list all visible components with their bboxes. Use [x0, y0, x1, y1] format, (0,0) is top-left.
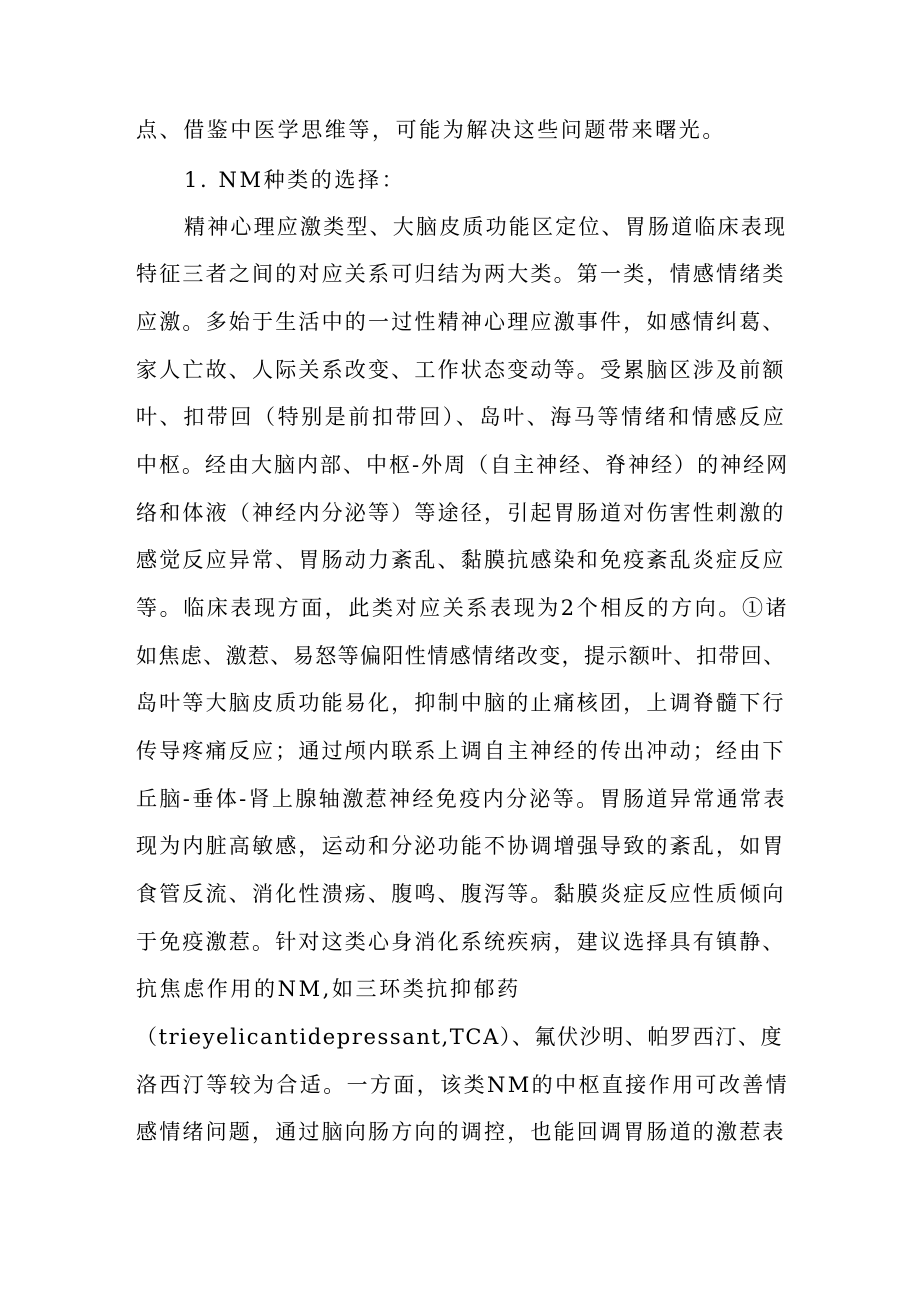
text-line-13: 岛叶等大脑皮质功能易化，抑制中脑的止痛核团，上调脊髓下行 — [136, 691, 786, 715]
text-line-15: 丘脑-垂体-肾上腺轴激惹神经免疫内分泌等。胃肠道异常通常表 — [136, 787, 787, 811]
text-line-4: 特征三者之间的对应关系可归结为两大类。第一类，情感情绪类 — [136, 262, 786, 286]
text-line-3: 精神心理应激类型、大脑皮质功能区定位、胃肠道临床表现 — [184, 215, 788, 239]
text-line-10: 感觉反应异常、胃肠动力紊乱、黏膜抗感染和免疫紊乱炎症反应 — [136, 548, 786, 572]
text-line-6: 家人亡故、人际关系改变、工作状态变动等。受累脑区涉及前额 — [136, 358, 786, 382]
text-line-18: 于免疫激惹。针对这类心身消化系统疾病，建议选择具有镇静、 — [136, 930, 786, 954]
text-line-7: 叶、扣带回（特别是前扣带回）、岛叶、海马等情绪和情感反应 — [136, 405, 787, 429]
text-line-9: 络和体液（神经内分泌等）等途径，引起胃肠道对伤害性刺激的 — [136, 501, 786, 525]
text-line-21: 洛西汀等较为合适。一方面，该类NM的中枢直接作用可改善情 — [136, 1073, 790, 1097]
text-line-14: 传导疼痛反应；通过颅内联系上调自主神经的传出冲动；经由下 — [136, 739, 786, 763]
text-line-22: 感情绪问题，通过脑向肠方向的调控，也能回调胃肠道的激惹表 — [136, 1120, 786, 1144]
text-line-16: 现为内脏高敏感，运动和分泌功能不协调增强导致的紊乱，如胃 — [136, 834, 786, 858]
text-line-5: 应激。多始于生活中的一过性精神心理应激事件，如感情纠葛、 — [136, 310, 786, 334]
text-line-8: 中枢。经由大脑内部、中枢-外周（自主神经、脊神经）的神经网 — [136, 453, 790, 477]
text-line-17: 食管反流、消化性溃疡、腹鸣、腹泻等。黏膜炎症反应性质倾向 — [136, 882, 786, 906]
text-line-19: 抗焦虑作用的NM,如三环类抗抑郁药 — [136, 977, 521, 1001]
text-line-1: 点、借鉴中医学思维等，可能为解决这些问题带来曙光。 — [136, 118, 726, 142]
text-line-11: 等。临床表现方面，此类对应关系表现为2个相反的方向。①诸 — [136, 596, 790, 620]
text-line-20: （trieyelicantidepressant,TCA）、氟伏沙明、帕罗西汀、度 — [136, 1025, 784, 1049]
section-heading: 1. NM种类的选择： — [184, 168, 406, 192]
text-line-12: 如焦虑、激惹、易怒等偏阳性情感情绪改变，提示额叶、扣带回、 — [136, 644, 786, 668]
